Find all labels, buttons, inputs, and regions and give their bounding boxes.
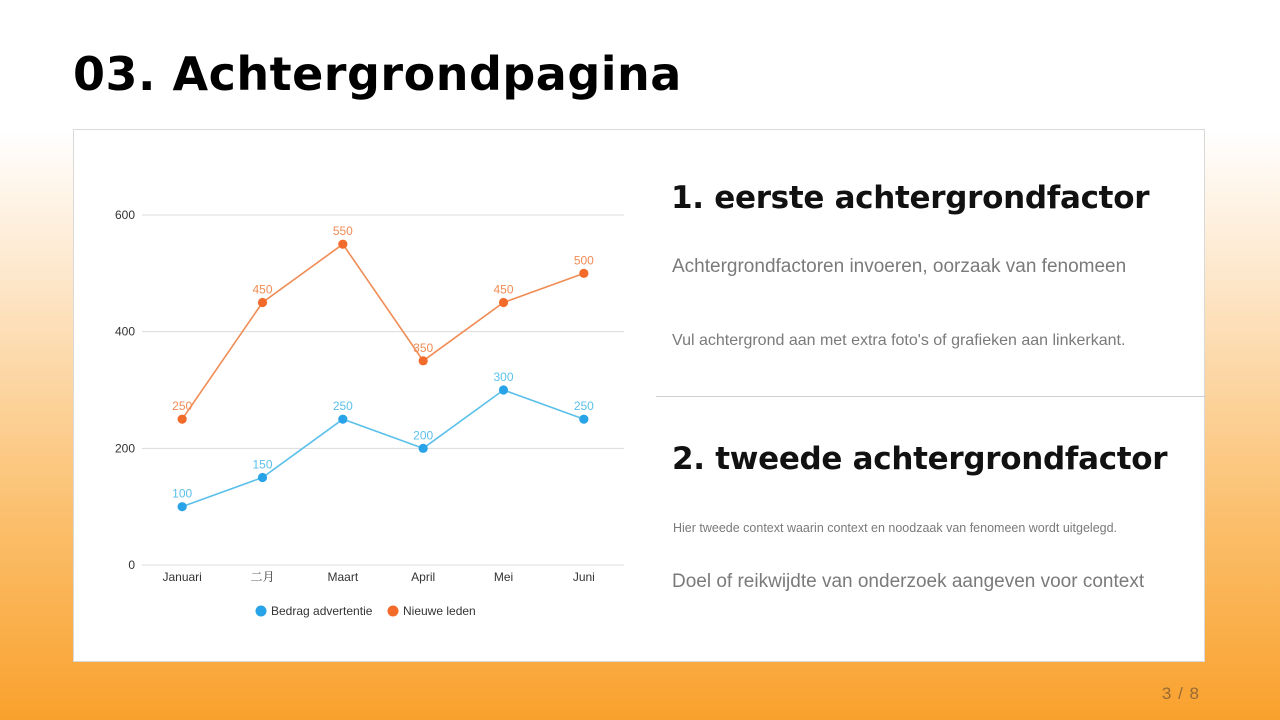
- section-divider: [656, 396, 1206, 397]
- data-label: 450: [252, 282, 273, 297]
- factor-1-heading: 1. eerste achtergrondfactor: [671, 180, 1150, 216]
- page-number: 3 / 8: [1161, 684, 1200, 703]
- content-card: [73, 129, 1205, 662]
- x-tick-label: Maart: [327, 570, 359, 584]
- factor-2-heading: 2. tweede achtergrondfactor: [672, 441, 1168, 477]
- data-point: [258, 298, 267, 307]
- x-tick-label: Januari: [162, 570, 202, 584]
- legend-label: Nieuwe leden: [403, 604, 476, 618]
- data-point: [258, 473, 267, 482]
- legend-label: Bedrag advertentie: [271, 604, 373, 618]
- data-label: 100: [172, 486, 193, 501]
- data-label: 550: [332, 224, 353, 239]
- data-label: 300: [493, 370, 514, 384]
- data-label: 200: [413, 428, 434, 443]
- data-point: [579, 415, 588, 424]
- data-label: 450: [493, 282, 514, 297]
- data-point: [419, 444, 428, 453]
- data-label: 500: [573, 253, 594, 268]
- data-point: [338, 240, 347, 249]
- y-tick-label: 200: [114, 441, 135, 456]
- x-tick-label: Juni: [572, 570, 595, 584]
- factor-1-text: Achtergrondfactoren invoeren, oorzaak van fenomeen: [672, 256, 1127, 277]
- x-tick-label: Mei: [493, 570, 514, 584]
- x-tick-label: 二月: [250, 570, 275, 584]
- data-label: 150: [252, 457, 273, 472]
- data-label: 250: [332, 399, 353, 414]
- factor-2-note: Doel of reikwijdte van onderzoek aangeven voor context: [672, 571, 1145, 592]
- data-point: [178, 502, 187, 511]
- y-tick-label: 400: [114, 324, 135, 339]
- data-point: [499, 298, 508, 307]
- y-tick-label: 600: [114, 208, 135, 222]
- line-chart: [74, 130, 654, 663]
- y-tick-label: 0: [128, 558, 135, 572]
- data-point: [178, 415, 187, 424]
- factor-1-note: Vul achtergrond aan met extra foto's of grafieken aan linkerkant.: [672, 332, 1126, 349]
- x-tick-label: April: [411, 570, 436, 584]
- data-point: [338, 415, 347, 424]
- data-point: [499, 385, 508, 394]
- legend-marker: [256, 606, 267, 617]
- data-label: 250: [172, 399, 193, 414]
- data-point: [419, 356, 428, 365]
- data-label: 350: [413, 340, 434, 355]
- data-label: 250: [573, 399, 594, 414]
- data-point: [579, 269, 588, 278]
- factor-2-text: Hier tweede context waarin context en noodzaak van fenomeen wordt uitgelegd.: [673, 521, 1118, 535]
- legend-marker: [388, 606, 399, 617]
- slide-title: 03. Achtergrondpagina: [73, 47, 682, 101]
